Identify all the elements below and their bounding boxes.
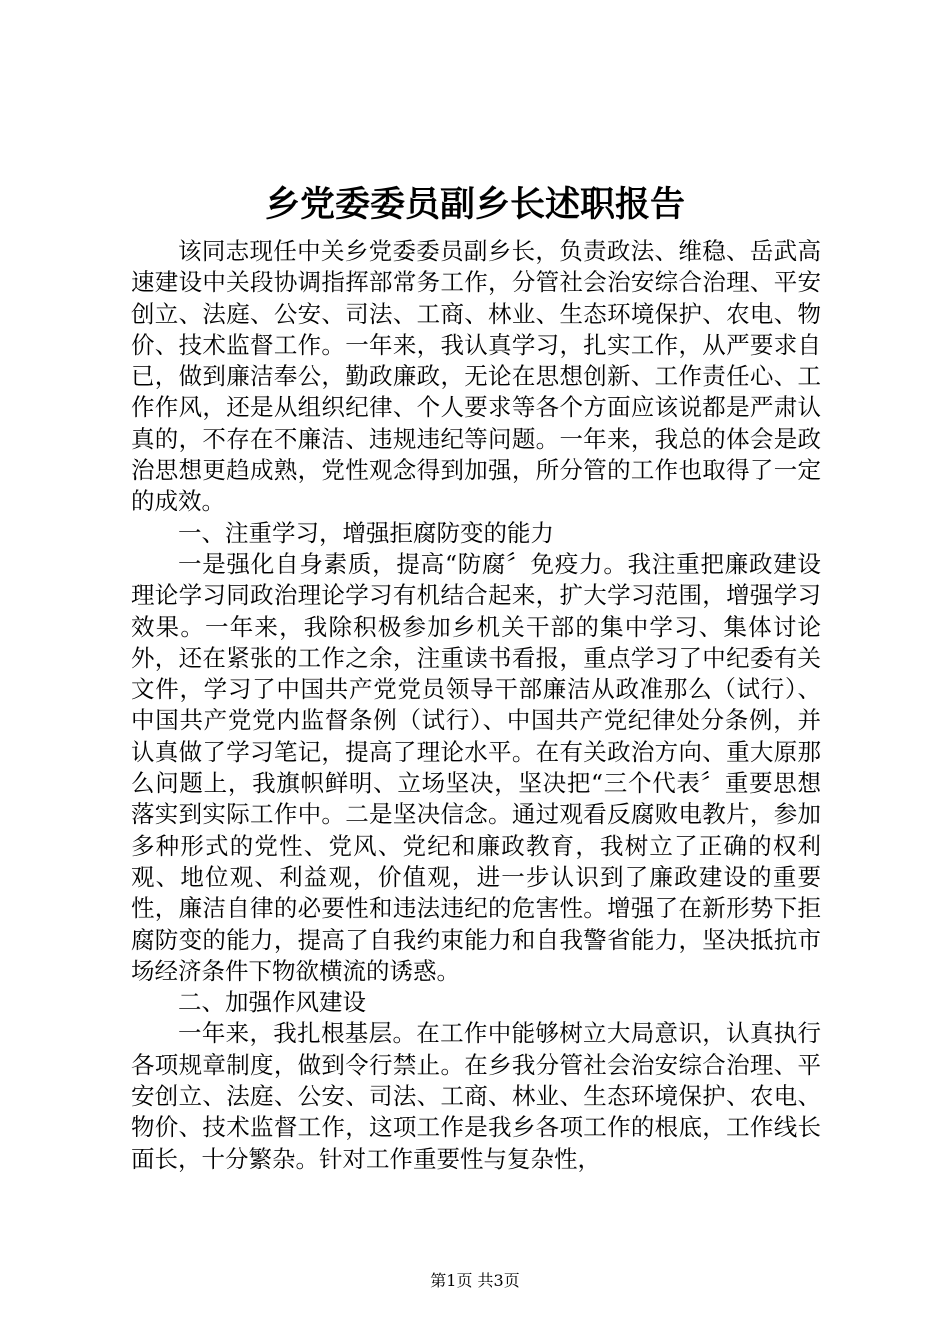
section-heading-2: 二、加强作风建设 [178,988,366,1017]
page-number-footer: 第1页 共3页 [430,1271,520,1290]
paragraph-section-2: 一年来，我扎根基层。在工作中能够树立大局意识，认真执行各项规章制度，做到令行禁止。在乡我分管社会治安综合治理、平安创立、法庭、公安、司法、工商、林业、生态环境保护、农电、物价、技术监督工作，这项工作是我乡各项工作的根底，工作线长面长，十分繁杂。针对工作重要性与复杂性， [131,1019,821,1173]
paragraph-intro: 该同志现任中关乡党委委员副乡长，负责政法、维稳、岳武高速建设中关段协调指挥部常务工作，分管社会治安综合治理、平安创立、法庭、公安、司法、工商、林业、生态环境保护、农电、物价、技术监督工作。一年来，我认真学习，扎实工作，从严要求自已，做到廉洁奉公，勤政廉政，无论在思想创新、工作责任心、工作作风，还是从组织纪律、个人要求等各个方面应该说都是严肃认真的，不存在不廉洁、违规违纪等问题。一年来，我总的体会是政治思想更趋成熟，党性观念得到加强，所分管的工作也取得了一定的成效。 [131,237,821,516]
paragraph-section-1: 一是强化自身素质，提高“防腐〞免疫力。我注重把廉政建设理论学习同政治理论学习有机结合起来，扩大学习范围，增强学习效果。一年来，我除积极参加乡机关干部的集中学习、集体讨论外，还在紧张的工作之余，注重读书看报，重点学习了中纪委有关文件，学习了中国共产党党员领导干部廉洁从政准那么（试行）、中国共产党党内监督条例（试行）、中国共产党纪律处分条例，并认真做了学习笔记，提高了理论水平。在有关政治方向、重大原那么问题上，我旗帜鲜明、立场坚决，坚决把“三个代表〞重要思想落实到实际工作中。二是坚决信念。通过观看反腐败电教片，参加多种形式的党性、党风、党纪和廉政教育，我树立了正确的权利观、地位观、利益观，价值观，进一步认识到了廉政建设的重要性，廉洁自律的必要性和违法违纪的危害性。增强了在新形势下拒腐防变的能力，提高了自我约束能力和自我警省能力，坚决抵抗市场经济条件下物欲横流的诱惑。 [131,549,821,985]
document-body [131,236,821,1175]
document-title: 乡党委委员副乡长述职报告 [264,184,685,225]
section-heading-1: 一、注重学习，增强拒腐防变的能力 [178,518,554,547]
